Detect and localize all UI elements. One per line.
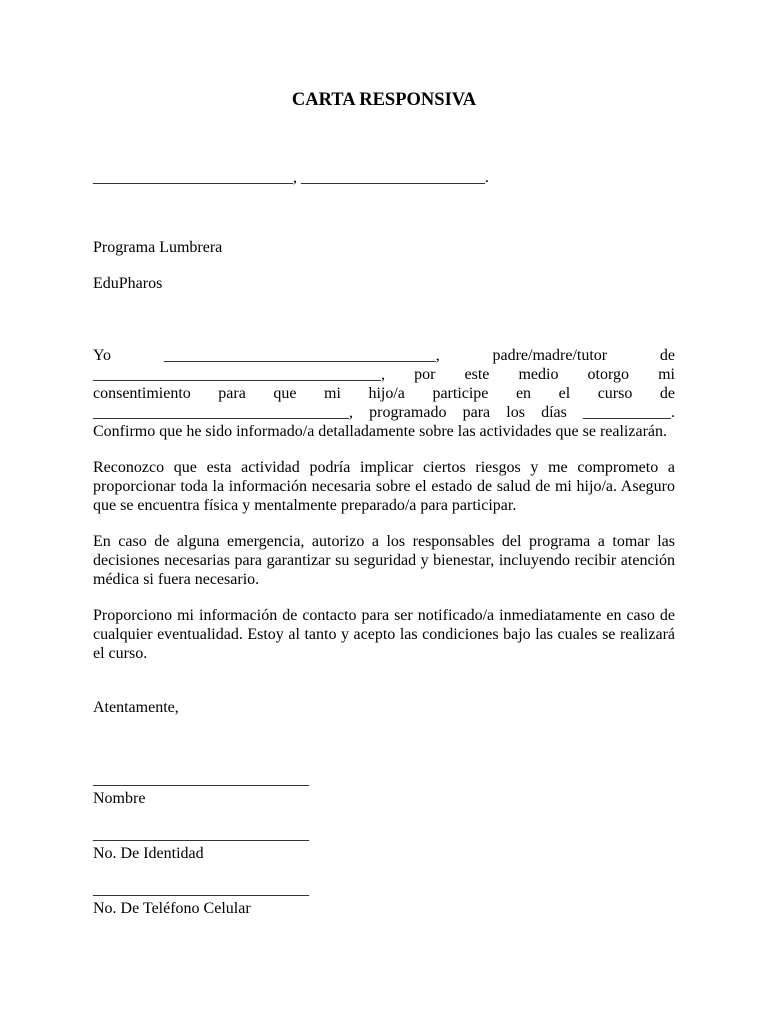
recipient-organization: EduPharos (93, 275, 163, 292)
signature-line: ___________________________ (93, 881, 309, 898)
paragraph-consent (93, 346, 675, 441)
signature-block-name (93, 770, 393, 808)
consent-line-1: Yo __________________________________, padre/madre/tutor de (93, 347, 675, 364)
phone-label: No. De Teléfono Celular (93, 900, 251, 917)
name-label: Nombre (93, 790, 146, 807)
date-place-line: _________________________, _______________________. (93, 169, 489, 186)
recipient-program: Programa Lumbrera (93, 239, 223, 256)
id-label: No. De Identidad (93, 845, 204, 862)
consent-line-3: consentimiento para que mi hijo/a participe en el curso de (93, 385, 675, 402)
paragraph-emergency: En caso de alguna emergencia, autorizo a los responsables del programa a tomar las decisiones necesarias para garantizar su seguridad y bienestar, incluyendo recibir atención médica si fuera necesario. (93, 533, 675, 588)
paragraph-risks: Reconozco que esta actividad podría implicar ciertos riesgos y me comprometo a proporcionar toda la información necesaria sobre el estado de salud de mi hijo/a. Aseguro que se encuentra física y mentalmente preparado/a para participar. (93, 459, 675, 514)
consent-line-2: ____________________________________, por este medio otorgo mi (93, 366, 675, 383)
closing-salutation: Atentamente, (93, 699, 179, 716)
signature-line: ___________________________ (93, 826, 309, 843)
paragraph-contact: Proporciono mi información de contacto para ser notificado/a inmediatamente en caso de cualquier eventualidad. Estoy al tanto y acepto las condiciones bajo las cuales se realizará el curso. (93, 607, 675, 662)
signature-block-id (93, 825, 393, 863)
letter-body (93, 346, 675, 680)
signature-line: ___________________________ (93, 771, 309, 788)
consent-line-5: Confirmo que he sido informado/a detalladamente sobre las actividades que se realizarán. (93, 423, 668, 440)
signature-block-phone (93, 880, 393, 918)
consent-line-4: ________________________________, programado para los días ___________. (93, 404, 675, 421)
document-title: CARTA RESPONSIVA (291, 90, 477, 110)
